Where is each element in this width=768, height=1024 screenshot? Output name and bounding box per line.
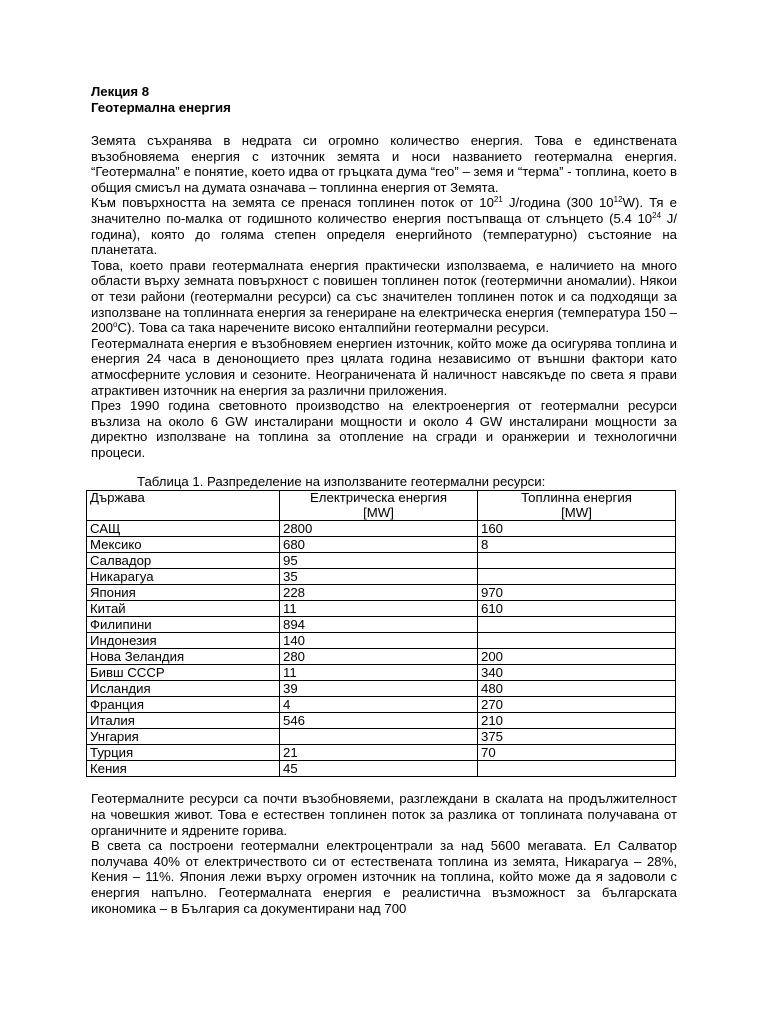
paragraph-5: През 1990 година световното производство на електроенергия от геотермални ресурси възлиза на около 6 GW инсталирани мощности и около 4 GW инсталирани мощности за директно използване на топлина за отопление на сгради и оранжерии и технологични процеси. xyxy=(91,398,677,460)
cell-thermal: 340 xyxy=(478,665,676,681)
paragraph-4: Геотермалната енергия е възобновяем енергиен източник, който може да осигурява топлина и енергия 24 часа в денонощието през цялата година независимо от външни фактори като атмосферните условия и сезоните. Неограничената й наличност навсякъде по света я прави атрактивен източник на енергия за различни приложения. xyxy=(91,335,677,398)
header-electric: Електрическа енергия [MW] xyxy=(280,491,478,521)
cell-electric: 546 xyxy=(280,713,478,729)
cell-country: Франция xyxy=(87,697,280,713)
table-row xyxy=(87,633,676,649)
cell-country: Нова Зеландия xyxy=(87,649,280,665)
table-header-row xyxy=(87,491,676,521)
table-row xyxy=(87,601,676,617)
cell-thermal xyxy=(478,553,676,569)
table-row xyxy=(87,745,676,761)
cell-thermal: 160 xyxy=(478,521,676,537)
cell-thermal: 610 xyxy=(478,601,676,617)
cell-thermal: 210 xyxy=(478,713,676,729)
paragraph-1: Земята съхранява в недрата си огромно количество енергия. Това е единствената възобновяема енергия с източник земята и носи названието геотермална енергия. “Геотермална” е понятие, което идва от гръцката дума “гео” – земя и “терма” - топлина, което в общия смисъл на думата означава – топлинна енергия от Земята. xyxy=(91,133,677,195)
cell-thermal: 270 xyxy=(478,697,676,713)
header-thermal: Топлинна енергия [MW] xyxy=(478,491,676,521)
paragraph-6: Геотермалните ресурси са почти възобновяеми, разглеждани в скалата на продължителност на човешкия живот. Това е естествен топлинен поток за разлика от топлината получавана от органичните и ядрените горива. xyxy=(91,791,677,838)
cell-electric: 140 xyxy=(280,633,478,649)
cell-electric: 95 xyxy=(280,553,478,569)
table-row xyxy=(87,553,676,569)
table-row xyxy=(87,537,676,553)
paragraph-2: Към повърхността на земята се пренася топлинен поток от $10^{21}$ J/година (300 $10^{12}W$). Тя е значително по-малка от годишното количество енергия постъпваща от слънцето (5.4 $10^{24}$ J/година), която до голяма степен определя енергийното (температурно) състояние на планетата. xyxy=(91,195,678,258)
cell-thermal: 70 xyxy=(478,745,676,761)
cell-country: Унгария xyxy=(87,729,280,745)
cell-country: Япония xyxy=(87,585,280,601)
cell-thermal: 480 xyxy=(478,681,676,697)
cell-country: Бивш СССР xyxy=(87,665,280,681)
table-row xyxy=(87,569,676,585)
cell-thermal xyxy=(478,633,676,649)
cell-country: Индонезия xyxy=(87,633,280,649)
paragraph-3: Това, което прави геотермалната енергия практически използваема, е наличието на много области върху земната повърхност с повишен топлинен поток (геотермични аномалии). Някои от тези райони (геотермални ресурси) са със значителен топлинен поток и са подходящи за използване на топлинната енергия за генериране на електрическа енергия (температура 150 – 200$^o$C). Това са така наречените високо енталпийни геотермални ресурси. xyxy=(91,257,677,336)
cell-electric: 45 xyxy=(280,761,478,777)
cell-electric: 21 xyxy=(280,745,478,761)
cell-country: Кения xyxy=(87,761,280,777)
table-row xyxy=(87,649,676,665)
cell-thermal xyxy=(478,617,676,633)
cell-electric: 11 xyxy=(280,665,478,681)
cell-country: Турция xyxy=(87,745,280,761)
cell-country: Никарагуа xyxy=(87,569,280,585)
lecture-number: Лекция 8 xyxy=(91,84,150,99)
table-row xyxy=(87,729,676,745)
cell-electric xyxy=(280,729,478,745)
geothermal-resources-table xyxy=(86,490,676,777)
cell-electric: 280 xyxy=(280,649,478,665)
paragraph-7: В света са построени геотермални електроцентрали за над 5600 мегавата. Ел Салватор получава 40% от електричеството си от естествената топлина из земята, Никарагуа – 28%, Кения – 11%. Япония лежи върху огромен източник на топлина, който може да я задоволи с енергия напълно. Геотермалната енергия е реалистична възможност за българската икономика – в България са документирани над 700 xyxy=(91,838,677,916)
table-row xyxy=(87,761,676,777)
cell-country: Италия xyxy=(87,713,280,729)
cell-thermal: 200 xyxy=(478,649,676,665)
cell-thermal xyxy=(478,761,676,777)
cell-country: Филипини xyxy=(87,617,280,633)
cell-electric: 39 xyxy=(280,681,478,697)
cell-electric: 680 xyxy=(280,537,478,553)
cell-electric: 35 xyxy=(280,569,478,585)
table-row xyxy=(87,713,676,729)
cell-electric: 894 xyxy=(280,617,478,633)
cell-country: САЩ xyxy=(87,521,280,537)
cell-country: Китай xyxy=(87,601,280,617)
cell-thermal: 970 xyxy=(478,585,676,601)
cell-electric: 2800 xyxy=(280,521,478,537)
cell-electric: 4 xyxy=(280,697,478,713)
lecture-topic: Геотермална енергия xyxy=(91,100,231,115)
table-row xyxy=(87,681,676,697)
table-row xyxy=(87,617,676,633)
cell-thermal: 375 xyxy=(478,729,676,745)
table-caption: Таблица 1. Разпределение на използваните геотермални ресурси: xyxy=(137,474,546,490)
header-country: Държава xyxy=(87,491,280,521)
cell-country: Мексико xyxy=(87,537,280,553)
table-row xyxy=(87,521,676,537)
document-content xyxy=(91,84,677,916)
cell-country: Исландия xyxy=(87,681,280,697)
cell-country: Салвадор xyxy=(87,553,280,569)
cell-thermal: 8 xyxy=(478,537,676,553)
table-row xyxy=(87,585,676,601)
cell-electric: 11 xyxy=(280,601,478,617)
cell-electric: 228 xyxy=(280,585,478,601)
table-row xyxy=(87,697,676,713)
table-row xyxy=(87,665,676,681)
cell-thermal xyxy=(478,569,676,585)
